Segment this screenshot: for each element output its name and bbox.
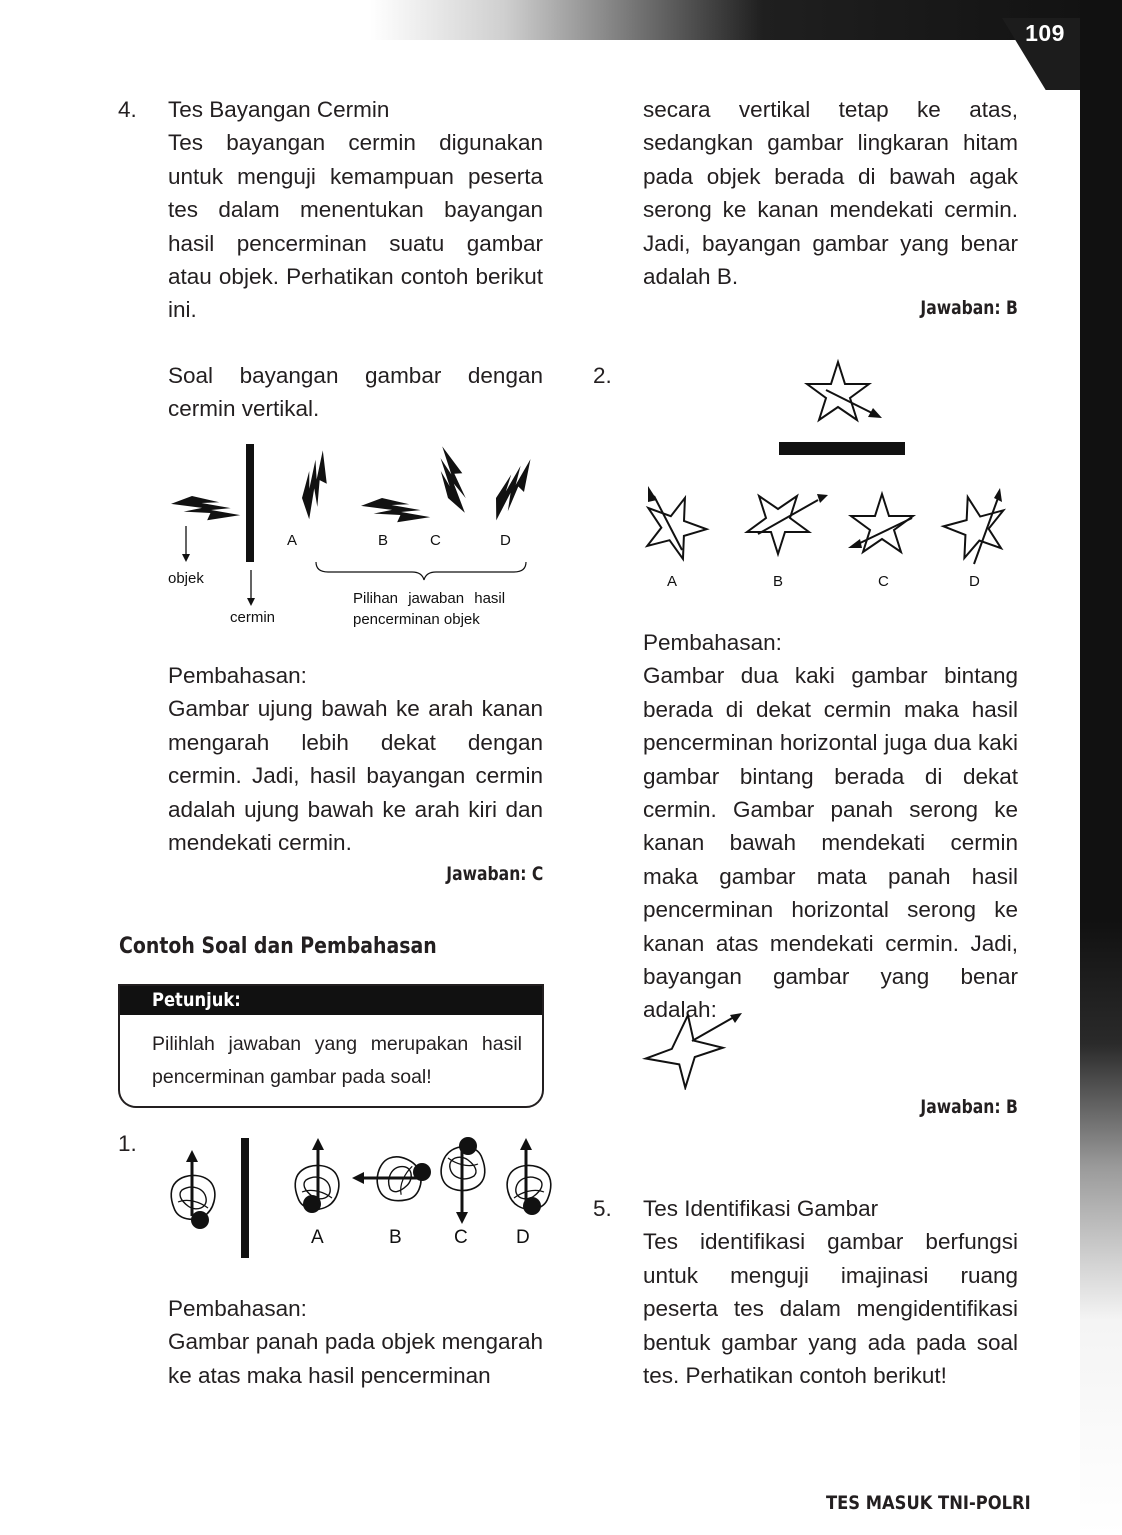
q2-option-b-star-icon [747, 494, 828, 554]
objek-label: objek [168, 570, 204, 587]
q1-option-a-label: A [311, 1227, 324, 1248]
question-2-discussion [643, 626, 1018, 1027]
brace-label-line2: pencerminan objek [353, 611, 480, 628]
question-1-figure [160, 1130, 560, 1265]
option-d-lightning-icon [485, 459, 541, 520]
item-4-subintro: Soal bayangan gambar dengan cermin vertikal. [168, 363, 543, 422]
question-1-continued: secara vertikal tetap ke atas, sedangkan gambar lingkaran hitam pada objek berada di bawah agak serong ke kanan mendekati cermin. Jadi, bayangan gambar yang benar adalah B. [643, 97, 1018, 290]
q2-discussion-title: Pembahasan: [643, 630, 782, 655]
item-5-title: Tes Identifikasi Gambar [643, 1196, 879, 1221]
objek-knot-icon [171, 1150, 215, 1229]
q2-option-a-label: A [667, 573, 678, 590]
item-4-section [168, 93, 543, 327]
brace-label-line1: Pilihan jawaban hasil [353, 590, 506, 607]
answer-brace [316, 562, 526, 580]
right-gradient-band [1080, 0, 1122, 1535]
option-a-lightning-icon [283, 450, 349, 519]
q2-answer-star-figure [640, 1005, 750, 1090]
cermin-label: cermin [230, 609, 276, 626]
option-b-label: B [378, 532, 389, 549]
mirror-bar [246, 444, 254, 562]
option-c-label: C [430, 532, 441, 549]
lightning-mirror-figure [160, 440, 550, 640]
q2-answer-star-icon [642, 1009, 727, 1090]
item-4-answer: Jawaban: C [445, 863, 543, 885]
objek-lightning-icon [171, 476, 240, 543]
page-number: 109 [1025, 20, 1065, 46]
q2-option-d-label: D [969, 573, 980, 590]
instruction-head-label: Petunjuk: [152, 989, 241, 1011]
question-2-answer: Jawaban: B [920, 1096, 1018, 1118]
top-gradient-band [0, 0, 1122, 40]
option-b-lightning-icon [361, 478, 430, 545]
instruction-box [118, 984, 544, 1108]
question-1-answer: Jawaban: B [920, 297, 1018, 319]
q2-option-c-label: C [878, 573, 889, 590]
q2-objek-star-icon [807, 362, 882, 420]
section-title: Contoh Soal dan Pembahasan [119, 934, 437, 959]
q1-option-b-icon [352, 1154, 431, 1205]
item-5-number: 5. [593, 1196, 612, 1221]
q1-discussion-title: Pembahasan: [168, 1296, 307, 1321]
question-1-discussion [168, 1292, 543, 1392]
item-4-title: Tes Bayangan Cermin [168, 97, 390, 122]
q1-option-d-label: D [516, 1227, 530, 1248]
q2-option-b-label: B [773, 573, 784, 590]
instruction-head [120, 986, 542, 1015]
question-1-number: 1. [118, 1131, 137, 1156]
q2-option-c-star-icon [848, 494, 913, 552]
q1-option-d-icon [507, 1138, 551, 1215]
item-4-discussion-title: Pembahasan: [168, 663, 307, 688]
q1-mirror-bar [241, 1138, 249, 1258]
question-2-figure [630, 350, 1030, 600]
q1-option-c-label: C [454, 1227, 468, 1248]
footer-title: TES MASUK TNI-POLRI [826, 1492, 1031, 1514]
question-2-number: 2. [593, 363, 612, 388]
option-c-lightning-icon [419, 446, 488, 512]
item-4-number: 4. [118, 97, 137, 122]
q2-discussion-text: Gambar dua kaki gambar bintang berada di dekat cermin maka hasil pencerminan horizontal juga dua kaki gambar bintang berada di dekat cermin. Gambar panah serong ke kanan bawah mendekati cermin maka gambar mata panah hasil pencerminan horizontal serong ke kanan atas mendekati cermin. Jadi, bayangan gambar yang benar adalah: [643, 663, 1018, 1023]
instruction-body: Pilihlah jawaban yang merupakan hasil pencerminan gambar pada soal! [152, 1033, 522, 1088]
q2-horizontal-mirror [779, 442, 905, 455]
option-d-label: D [500, 532, 511, 549]
item-5-section [643, 1192, 1018, 1392]
option-a-label: A [287, 532, 298, 549]
q1-option-c-icon [441, 1137, 485, 1224]
item-4-intro: Tes bayangan cermin digunakan untuk menguji kemampuan peserta tes dalam menentukan bayangan hasil pencerminan suatu gambar atau objek. Perhatikan contoh berikut ini. [168, 130, 543, 323]
q2-option-d-star-icon [938, 488, 1013, 564]
q1-discussion-text: Gambar panah pada objek mengarah ke atas maka hasil pencerminan [168, 1329, 543, 1388]
q1-option-b-label: B [389, 1227, 402, 1248]
q2-option-a-star-icon [636, 486, 714, 563]
item-5-intro: Tes identifikasi gambar berfungsi untuk menguji imajinasi ruang peserta tes dalam mengidentifikasi bentuk gambar yang ada pada soal tes. Perhatikan contoh berikut! [643, 1229, 1018, 1389]
item-4-discussion [168, 659, 543, 859]
item-4-discussion-text: Gambar ujung bawah ke arah kanan mengarah lebih dekat dengan cermin. Jadi, hasil bayangan cermin adalah ujung bawah ke arah kiri dan mendekati cermin. [168, 696, 543, 856]
q1-option-a-icon [295, 1138, 339, 1213]
